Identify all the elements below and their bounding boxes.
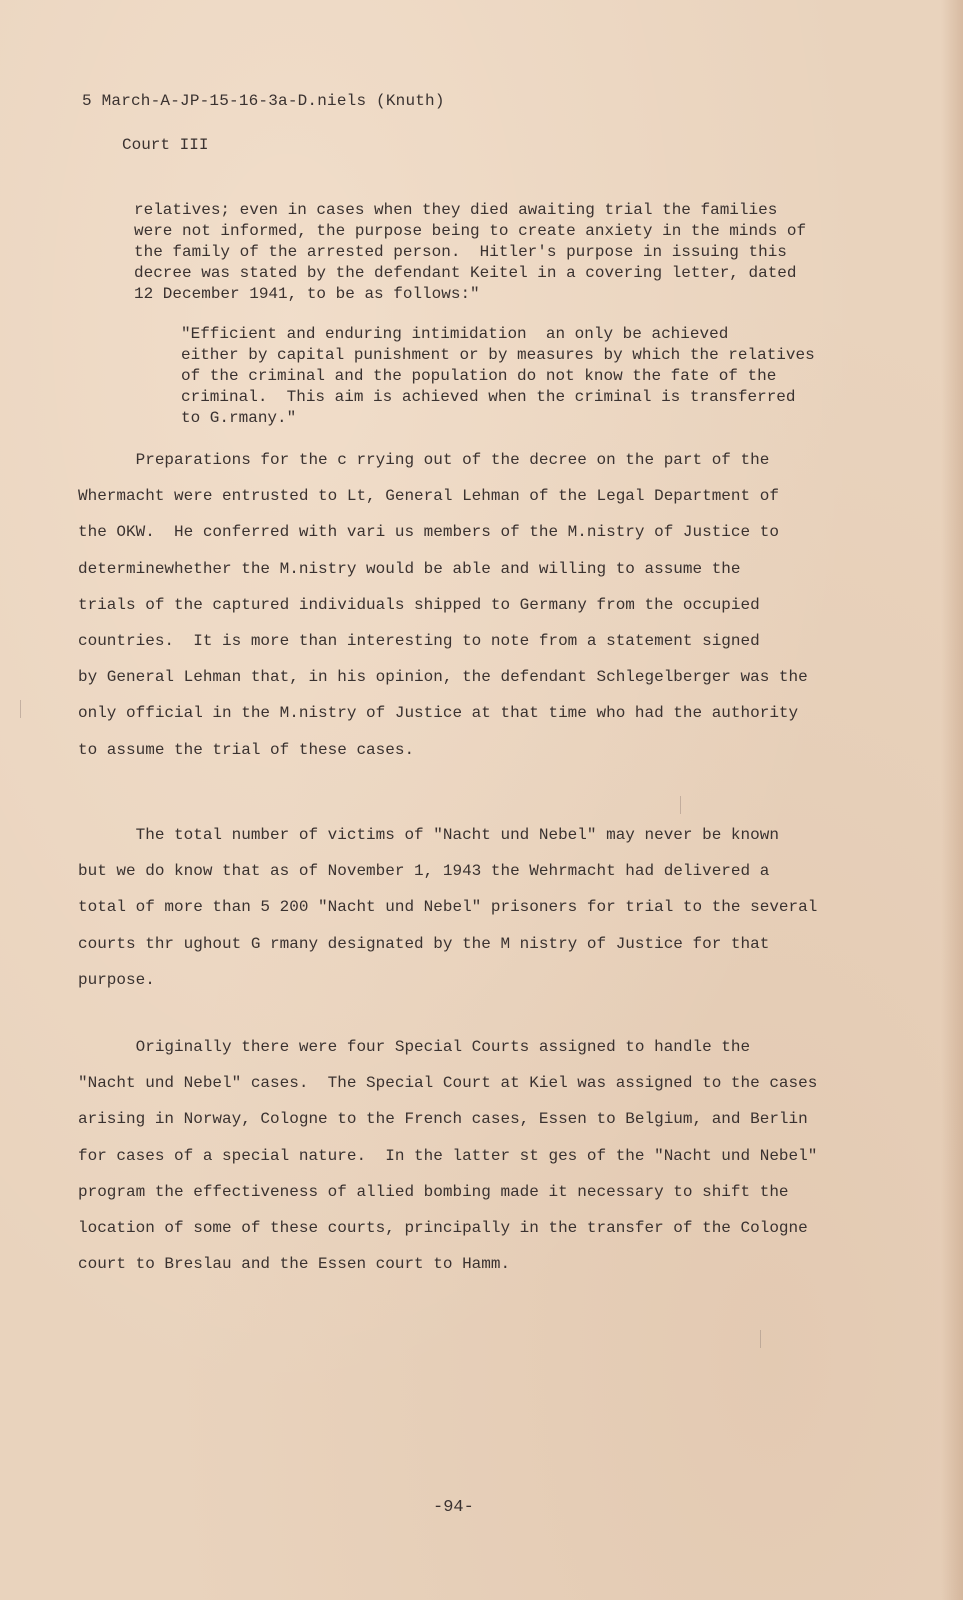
continuation-paragraph: relatives; even in cases when they died awaiting trial the families were not informed, the purpose being to create anxiety in the minds of the family of the arrested person. Hitler's purpose in issuing this decree was stated by the defendant Keitel in a covering letter, dated 12 December 1941, to be as follows:" [134, 201, 807, 303]
paragraph-preparations: Preparations for the c rrying out of the decree on the part of the Whermacht were entrusted to Lt, General Lehman of the Legal Department of the OKW. He conferred with vari us members of the M.nistry of Justice to determinewhether the M.nistry would be able and willing to assume the trials of the captured individuals shipped to Germany from the occupied countries. It is more than interesting to note from a statement signed by General Lehman that, in his opinion, the defendant Schlegelberger was the only official in the M.nistry of Justice at that time who had the authority to assume the trial of these cases. [78, 451, 808, 759]
paper-mark [680, 796, 681, 814]
paragraph-victims: The total number of victims of "Nacht und Nebel" may never be known but we do know that as of November 1, 1943 the Wehrmacht had delivered a total of more than 5 200 "Nacht und Nebel" prisoners for trial to the several courts thr ughout G rmany designated by the M nistry of Justice for that purpose. [78, 826, 818, 989]
document-reference: 5 March-A-JP-15-16-3a-D.niels (Knuth) [82, 92, 445, 110]
keitel-quotation: "Efficient and enduring intimidation an only be achieved either by capital punishment or by measures by which the relatives of the criminal and the population do not know the fate of the criminal. This aim is achieved when the criminal is transferred to G.rmany." [181, 325, 815, 427]
paper-mark [760, 1330, 761, 1348]
court-label: Court III [122, 136, 209, 154]
page-number: -94- [433, 1498, 474, 1517]
paper-mark [20, 700, 21, 718]
paragraph-special-courts: Originally there were four Special Courts assigned to handle the "Nacht und Nebel" cases. The Special Court at Kiel was assigned to the cases arising in Norway, Cologne to the French cases, Essen to Belgium, and Berlin for cases of a special nature. In the latter st ges of the "Nacht und Nebel" program the effectiveness of allied bombing made it necessary to shift the location of some of these courts, principally in the transfer of the Cologne court to Breslau and the Essen court to Hamm. [78, 1038, 818, 1274]
page-edge-shadow [941, 0, 963, 1600]
